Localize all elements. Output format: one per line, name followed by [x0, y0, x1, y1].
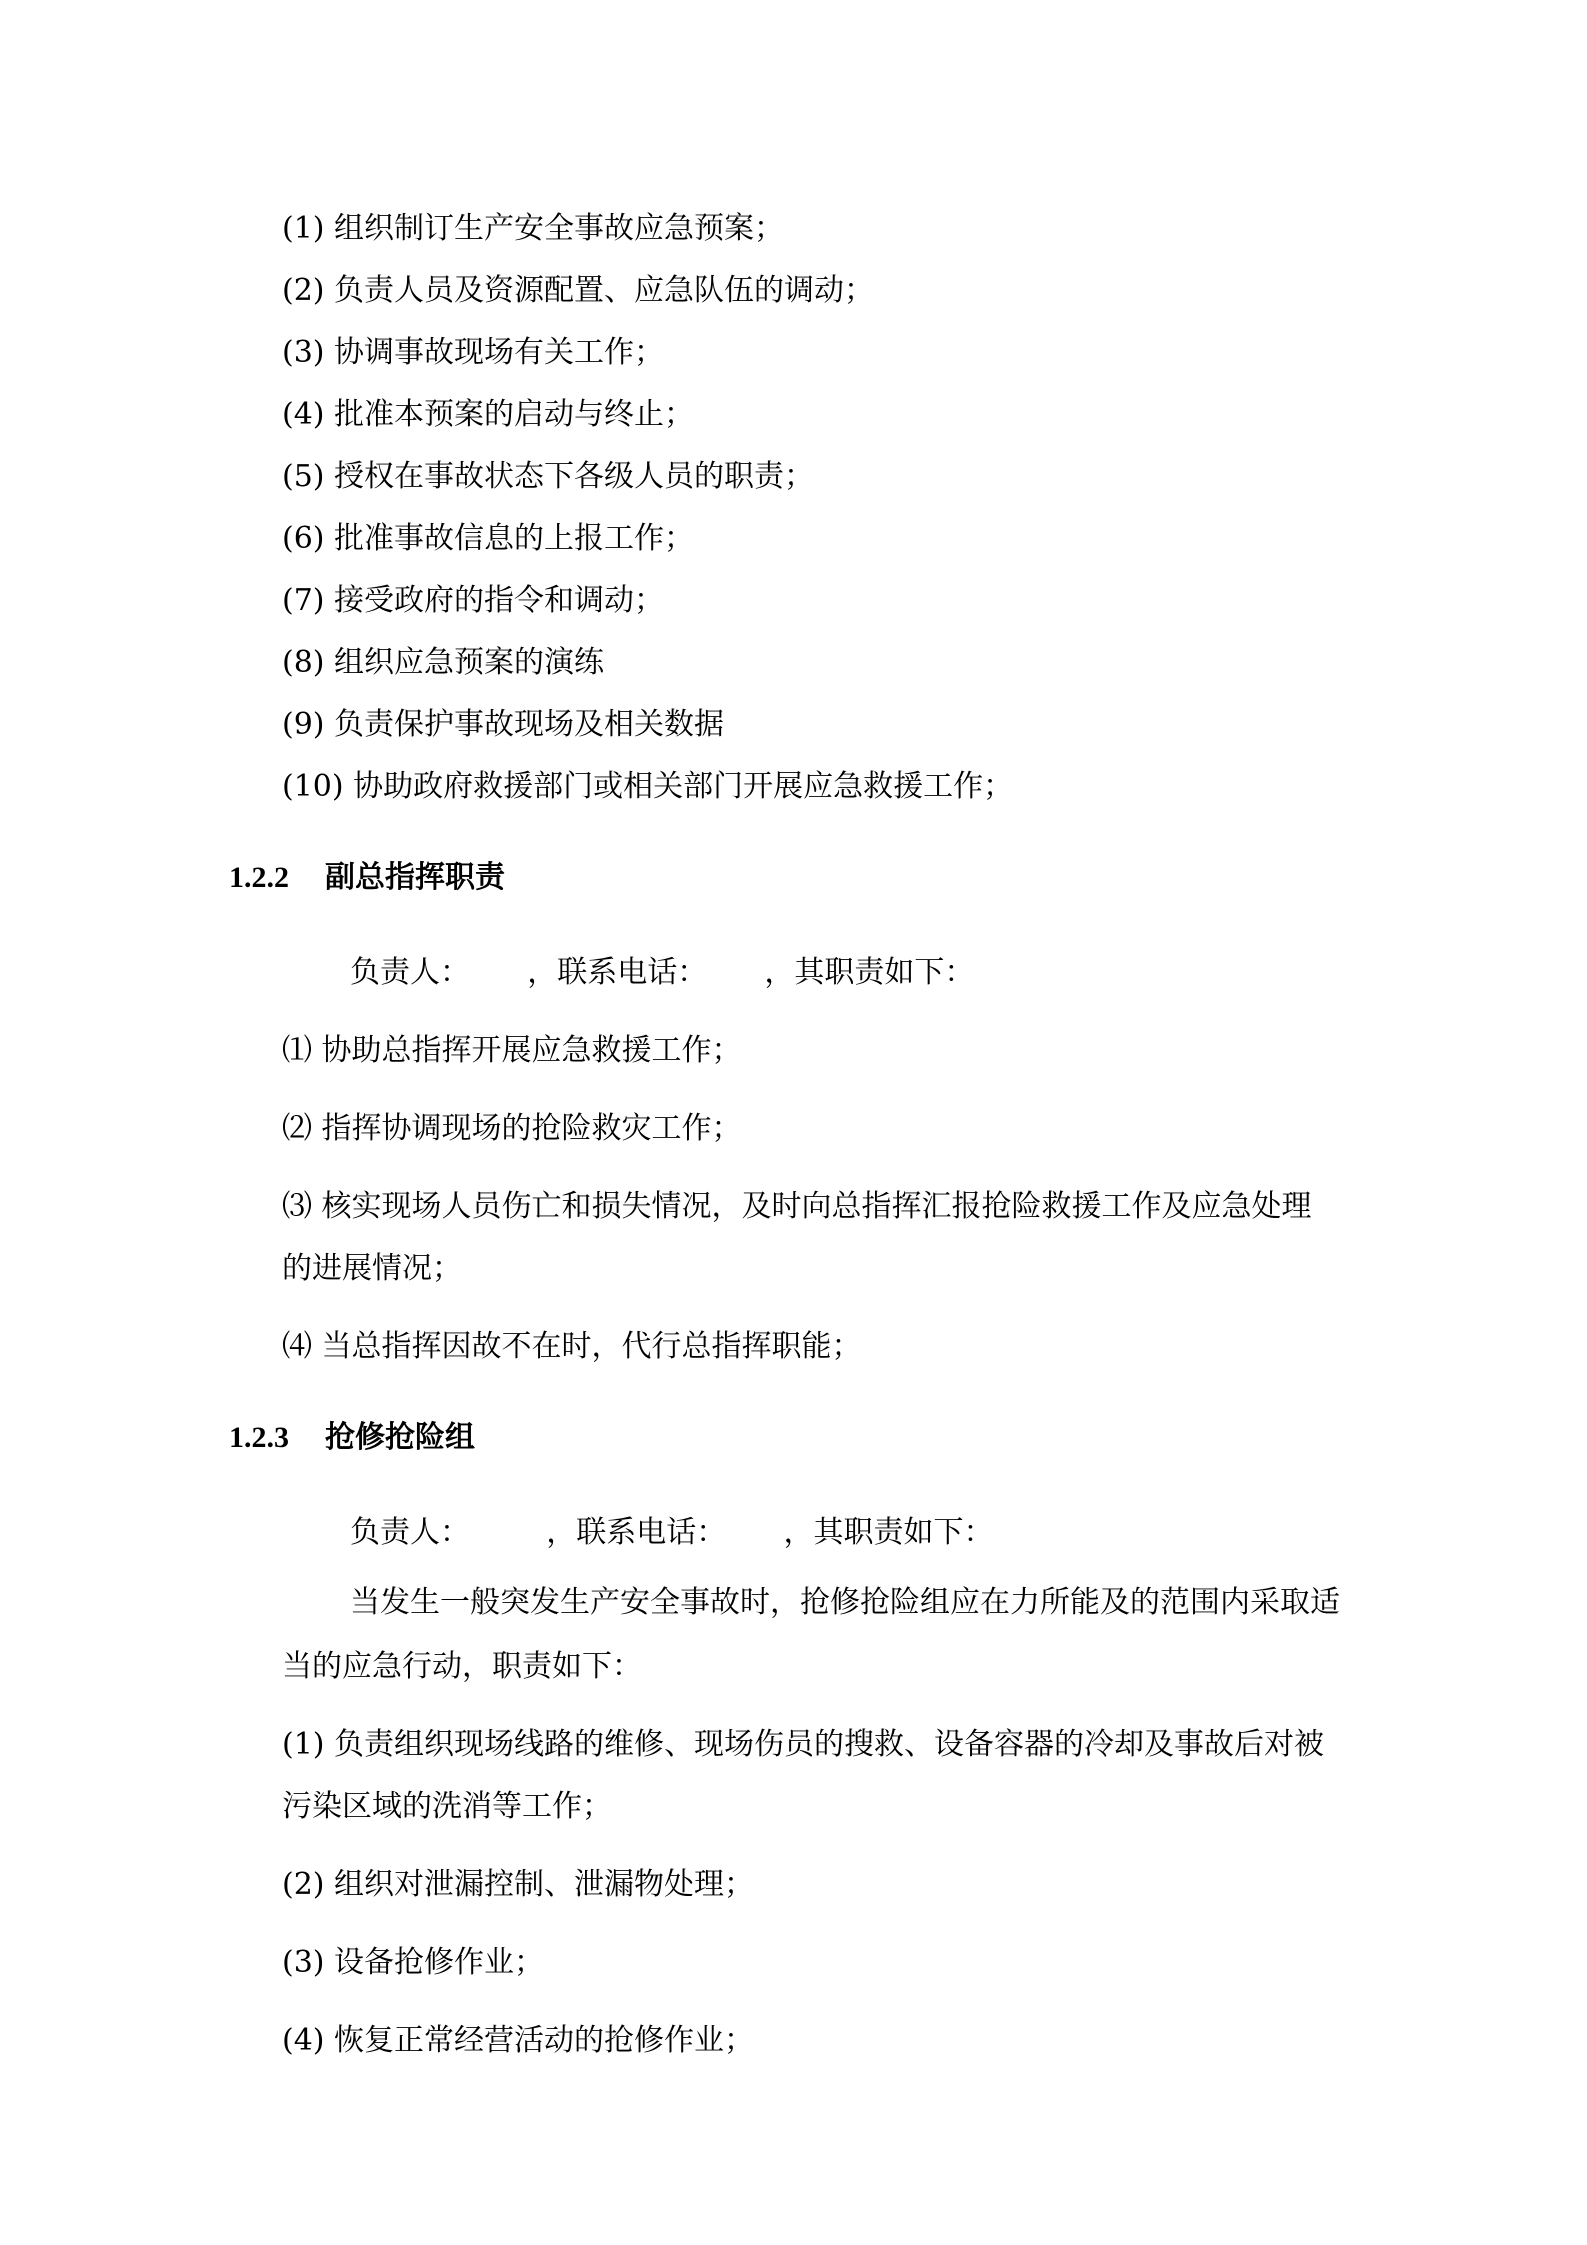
list-item: (1) 负责组织现场线路的维修、现场伤员的搜救、设备容器的冷却及事故后对被 [282, 1727, 1325, 1762]
list-item: ⑵ 指挥协调现场的抢险救灾工作； [282, 1111, 742, 1146]
intro-paragraph: 当发生一般突发生产安全事故时，抢修抢险组应在力所能及的范围内采取适 [350, 1585, 1340, 1620]
section-number: 1.2.3 [229, 1421, 289, 1454]
list-item: (4) 批准本预案的启动与终止； [282, 397, 695, 432]
list-item: (8) 组织应急预案的演练 [282, 645, 605, 680]
list-item: (5) 授权在事故状态下各级人员的职责； [282, 459, 815, 494]
list-item: (3) 设备抢修作业； [282, 1945, 545, 1980]
contact-line: 负责人： ，联系电话： ，其职责如下： [350, 955, 975, 990]
list-item: (2) 负责人员及资源配置、应急队伍的调动； [282, 273, 875, 308]
list-item: (6) 批准事故信息的上报工作； [282, 521, 695, 556]
section-heading-1-2-2 [229, 858, 505, 898]
list-item: (4) 恢复正常经营活动的抢修作业； [282, 2023, 755, 2058]
list-item: ⑷ 当总指挥因故不在时，代行总指挥职能； [282, 1329, 862, 1364]
list-item: (7) 接受政府的指令和调动； [282, 583, 665, 618]
list-item: (1) 组织制订生产安全事故应急预案； [282, 211, 785, 246]
list-item: (9) 负责保护事故现场及相关数据 [282, 707, 725, 742]
list-item: (10) 协助政府救援部门或相关部门开展应急救援工作； [282, 769, 1014, 804]
section-title: 副总指挥职责 [325, 860, 505, 895]
list-item-continuation: 的进展情况； [282, 1251, 462, 1286]
intro-paragraph-continuation: 当的应急行动，职责如下： [282, 1649, 642, 1684]
list-item: (2) 组织对泄漏控制、泄漏物处理； [282, 1867, 755, 1902]
list-item: (3) 协调事故现场有关工作； [282, 335, 665, 370]
section-heading-1-2-3 [229, 1418, 475, 1458]
list-item-continuation: 污染区域的洗消等工作； [282, 1789, 612, 1824]
section-number: 1.2.2 [229, 861, 289, 894]
list-item: ⑴ 协助总指挥开展应急救援工作； [282, 1033, 742, 1068]
list-item: ⑶ 核实现场人员伤亡和损失情况，及时向总指挥汇报抢险救援工作及应急处理 [282, 1189, 1312, 1224]
contact-line: 负责人： ，联系电话： ，其职责如下： [350, 1515, 994, 1550]
section-title: 抢修抢险组 [325, 1420, 475, 1455]
